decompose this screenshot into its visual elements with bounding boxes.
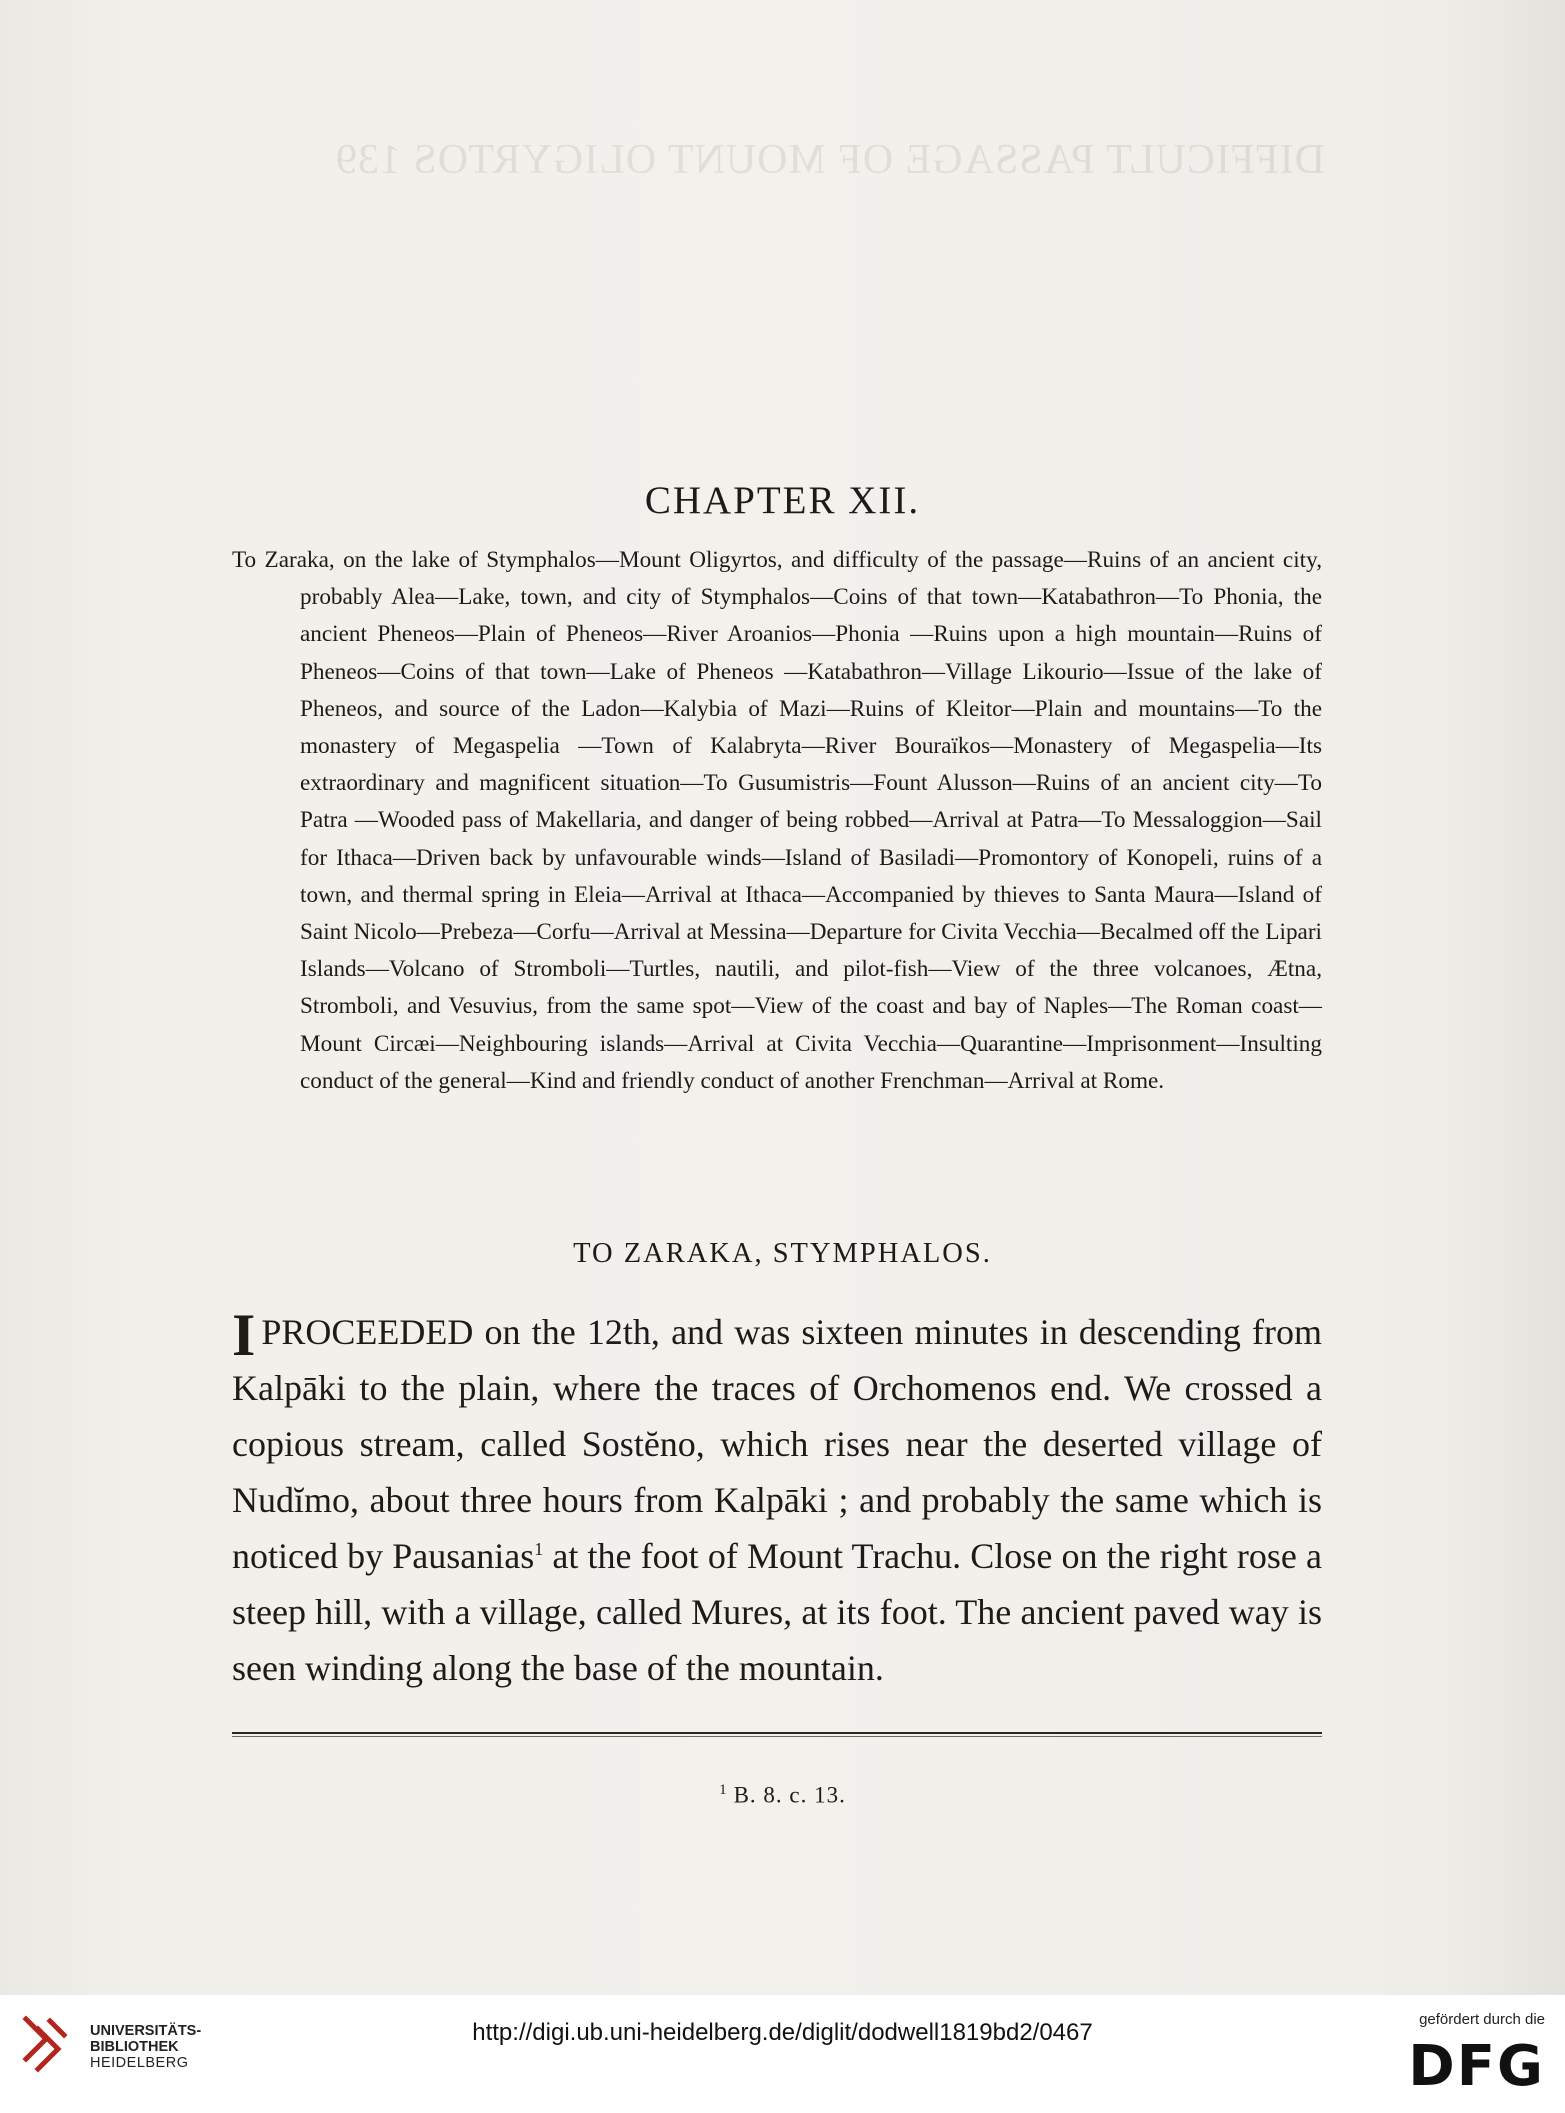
library-name-line-2: BIBLIOTHEK [90,2039,179,2055]
section-heading: TO ZARAKA, STYMPHALOS. [573,1238,992,1269]
body-text-part-1: PROCEEDED on the 12th, and was sixteen minutes in descending from Kalpāki to the plain, where the traces of Orchomenos end. We crossed a copious stream, called Sostĕno, which rises near the deserted village of Nudĭmo, about three hours from Kalpāki ; and probably the same which is noticed by Pausanias [232,1312,1322,1576]
footnote-rule [232,1732,1322,1734]
dfg-logo: DFG [1408,2034,1545,2099]
footnote-mark: 1 [719,1782,728,1798]
footnote-reference[interactable]: 1 [534,1539,544,1559]
library-name-line-3: HEIDELBERG [90,2055,189,2071]
body-paragraph [232,1304,1322,1696]
funding-note: gefördert durch die [1419,2011,1545,2028]
footnote-rule-thin [232,1736,1322,1737]
footnote-text: B. 8. c. 13. [733,1782,846,1808]
drop-cap: I [232,1302,256,1368]
permalink-url[interactable]: http://digi.ub.uni-heidelberg.de/diglit/dodwell1819bd2/0467 [472,2019,1093,2046]
footnote [0,1782,1565,1809]
library-name-line-1: UNIVERSITÄTS- [90,2023,202,2039]
library-footer [0,1995,1565,2113]
chapter-title: CHAPTER XII. [644,479,921,523]
body-text-part-2: at the foot of Mount Trachu. Close on the right rose a steep hill, with a village, called Mures, at its foot. The ancient paved way is seen winding along the base of the mountain. [232,1536,1322,1688]
chapter-summary: To Zaraka, on the lake of Stymphalos—Mount Oligyrtos, and difficulty of the passage—Ruins of an ancient city, probably Alea—Lake, town, and city of Stymphalos—Coins of that town—Katabathron—To Phonia, the ancient Pheneos—Plain of Pheneos—River Aroanios—Phonia —Ruins upon a high mountain—Ruins of Pheneos—Coins of that town—Lake of Pheneos —Katabathron—Village Likourio—Issue of the lake of Pheneos, and source of the Ladon—Kalybia of Mazi—Ruins of Kleitor—Plain and mountains—To the monastery of Megaspelia —Town of Kalabryta—River Bouraïkos—Monastery of Megaspelia—Its extraordinary and magnificent situation—To Gusumistris—Fount Alusson—Ruins of an ancient city—To Patra —Wooded pass of Makellaria, and danger of being robbed—Arrival at Patra—To Messaloggion—Sail for Ithaca—Driven back by unfavourable winds—Island of Basiladi—Promontory of Konopeli, ruins of a town, and thermal spring in Eleia—Arrival at Ithaca—Accompanied by thieves to Santa Maura—Island of Saint Nicolo—Prebeza—Corfu—Arrival at Messina—Departure for Civita Vecchia—Becalmed off the Lipari Islands—Volcano of Stromboli—Turtles, nautili, and pilot-fish—View of the three volcanoes, Ætna, Stromboli, and Vesuvius, from the same spot—View of the coast and bay of Naples—The Roman coast—Mount Circæi—Neighbouring islands—Arrival at Civita Vecchia—Quarantine—Imprisonment—Insulting conduct of the general—Kind and friendly conduct of another Frenchman—Arrival at Rome. [232,547,1322,1094]
bleed-through-text: DIFFICULT PASSAGE OF MOUNT OLIGYRTOS 139 [334,137,1325,183]
